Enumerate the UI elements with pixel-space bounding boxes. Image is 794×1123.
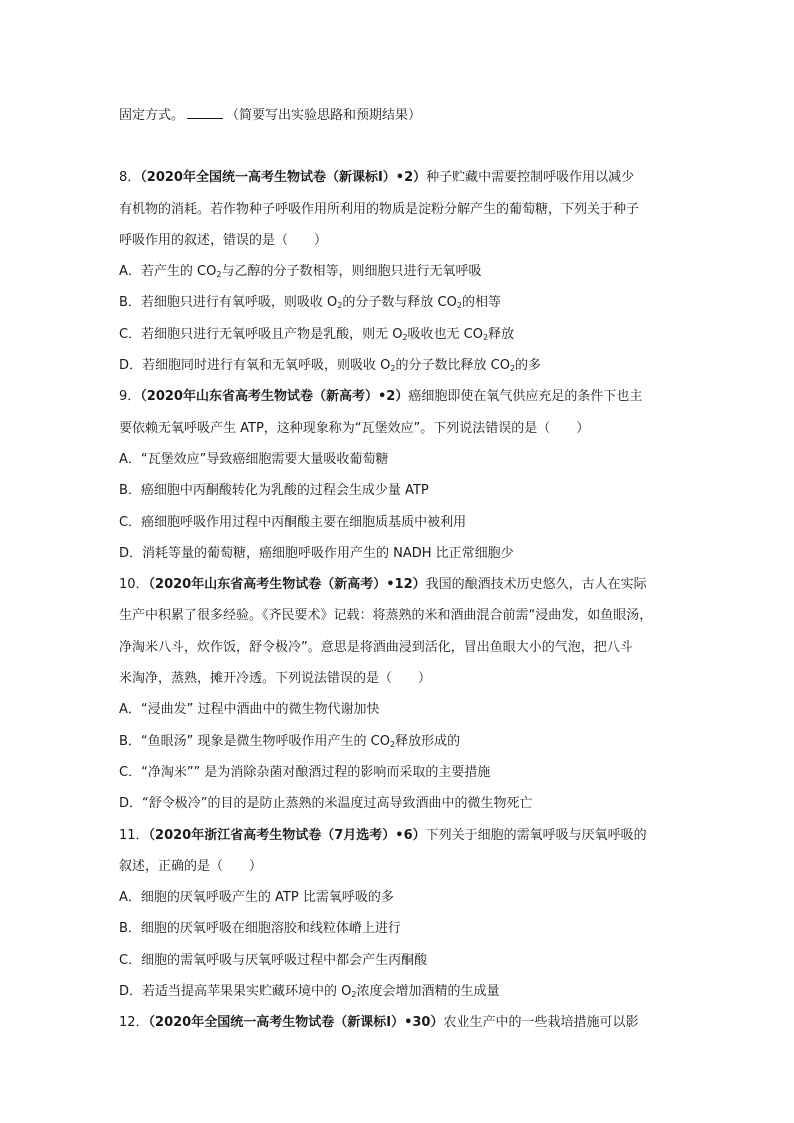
- question-number: 8．: [119, 170, 141, 186]
- option-label: C．: [119, 514, 142, 530]
- subscript: 2: [389, 739, 396, 749]
- answer-option: [119, 287, 679, 318]
- option-label: B．: [119, 295, 141, 311]
- question-stem-text: 呼吸作用的叙述，错误的是（ ）: [119, 232, 328, 248]
- option-label: D．: [119, 358, 143, 374]
- answer-option: [119, 726, 679, 757]
- question-source: （2020年山东省高考生物试卷（新高考）•12）: [148, 577, 426, 593]
- intro-line: [119, 100, 679, 131]
- option-text: 癌细胞呼吸作用过程中丙酮酸主要在细胞质基质中被利用: [141, 514, 467, 530]
- answer-blank: [187, 106, 223, 119]
- option-text: “舒令极冷”的目的是防止蒸熟的米温度过高导致酒曲中的微生物死亡: [142, 796, 533, 812]
- question-block: [119, 569, 679, 819]
- subscript: 2: [456, 301, 462, 311]
- option-text: “净淘米”” 是为消除杂菌对酿酒过程的影响而采取的主要措施: [141, 764, 491, 780]
- question-stem-line: [119, 600, 679, 631]
- question-block: [119, 162, 679, 381]
- option-text: “浸曲发” 过程中酒曲中的微生物代谢加快: [140, 702, 380, 718]
- answer-option: [119, 913, 679, 944]
- option-text: 的相等: [461, 295, 501, 311]
- option-text: 若细胞只进行有氧呼吸，则吸收 O: [140, 295, 338, 311]
- answer-option: [119, 319, 679, 350]
- answer-option: [119, 694, 679, 725]
- option-label: D．: [119, 545, 143, 561]
- question-stem-line: [119, 194, 679, 225]
- answer-option: [119, 350, 679, 381]
- subscript: 2: [216, 270, 222, 280]
- option-text: 的分子数与释放 CO: [342, 295, 457, 311]
- spacer: [119, 131, 679, 162]
- option-label: A．: [119, 451, 141, 467]
- option-text: 细胞的厌氧呼吸在细胞溶胶和线粒体嵴上进行: [140, 921, 401, 937]
- answer-option: [119, 788, 679, 819]
- question-stem-text: 净淘米八斗，炊作饭，舒令极冷”。意思是将酒曲浸到活化，冒出鱼眼大小的气泡，把八斗: [119, 639, 633, 655]
- option-label: C．: [119, 326, 142, 342]
- option-text: 若细胞只进行无氧呼吸且产物是乳酸，则无 O: [141, 326, 403, 342]
- option-label: C．: [119, 952, 142, 968]
- option-label: A．: [119, 702, 141, 718]
- question-block: [119, 1007, 679, 1038]
- option-label: B．: [119, 921, 141, 937]
- question-stem-first-line: [119, 162, 679, 193]
- answer-option: [119, 976, 679, 1007]
- subscript: 2: [483, 332, 489, 342]
- question-stem-text: 下列关于细胞的需氧呼吸与厌氧呼吸的: [425, 827, 647, 843]
- question-stem-first-line: [119, 820, 679, 851]
- option-text: 若适当提高苹果果实贮藏环境中的 O: [142, 984, 352, 1000]
- question-source: （2020年全国统一高考生物试卷（新课标Ⅰ）•30）: [148, 1015, 444, 1031]
- question-stem-text: 我国的酿酒技术历史悠久，古人在实际: [425, 577, 647, 593]
- answer-option: [119, 444, 679, 475]
- question-stem-text: 米淘净，蒸熟，摊开冷透。下列说法错误的是（ ）: [119, 671, 432, 687]
- intro-hint: （简要写出实验思路和预期结果）: [226, 108, 422, 123]
- answer-option: [119, 882, 679, 913]
- option-text: 的多: [515, 358, 542, 374]
- question-number: 12．: [119, 1015, 149, 1031]
- question-stem-first-line: [119, 1007, 679, 1038]
- question-stem-first-line: [119, 381, 679, 412]
- question-number: 11．: [119, 827, 149, 843]
- subscript: 2: [402, 332, 408, 342]
- answer-option: [119, 945, 679, 976]
- subscript: 2: [509, 364, 516, 374]
- question-stem-line: [119, 225, 679, 256]
- answer-option: [119, 538, 679, 569]
- option-text: 细胞的厌氧呼吸产生的 ATP 比需氧呼吸的多: [140, 890, 394, 906]
- document-content: [119, 100, 679, 1039]
- option-label: A．: [119, 264, 141, 280]
- answer-option: [119, 507, 679, 538]
- option-label: B．: [119, 733, 141, 749]
- question-stem-line: [119, 413, 679, 444]
- option-text: 释放: [488, 326, 515, 342]
- option-text: “鱼眼汤” 现象是微生物呼吸作用产生的 CO: [140, 733, 390, 749]
- option-label: B．: [119, 483, 141, 499]
- question-stem-text: 农业生产中的一些栽培措施可以影: [443, 1015, 639, 1031]
- question-stem-text: 癌细胞即使在氧气供应充足的条件下也主: [408, 389, 643, 405]
- question-list: [119, 162, 679, 1038]
- question-stem-line: [119, 663, 679, 694]
- option-text: 细胞的需氧呼吸与厌氧呼吸过程中都会产生丙酮酸: [141, 952, 428, 968]
- option-text: 浓度会增加酒精的生成量: [356, 984, 500, 1000]
- subscript: 2: [390, 364, 396, 374]
- subscript: 2: [351, 990, 357, 1000]
- intro-text: 固定方式。: [119, 108, 185, 123]
- option-text: 消耗等量的葡萄糖，癌细胞呼吸作用产生的 NADH 比正常细胞少: [142, 545, 514, 561]
- question-stem-text: 种子贮藏中需要控制呼吸作用以减少: [426, 170, 635, 186]
- option-text: 的分子数比释放 CO: [395, 358, 510, 374]
- subscript: 2: [337, 301, 343, 311]
- question-number: 9．: [119, 389, 141, 405]
- question-source: （2020年全国统一高考生物试卷（新课标Ⅰ）•2）: [140, 170, 427, 186]
- question-stem-text: 有机物的消耗。若作物种子呼吸作用所利用的物质是淀粉分解产生的葡萄糖，下列关于种子: [119, 201, 640, 217]
- option-label: A．: [119, 890, 141, 906]
- answer-option: [119, 256, 679, 287]
- question-block: [119, 820, 679, 1008]
- option-text: 释放形成的: [395, 733, 461, 749]
- option-label: D．: [119, 984, 143, 1000]
- option-text: 与乙醇的分子数相等，则细胞只进行无氧呼吸: [221, 264, 482, 280]
- option-label: C．: [119, 764, 142, 780]
- question-block: [119, 381, 679, 569]
- question-stem-line: [119, 632, 679, 663]
- option-text: 癌细胞中丙酮酸转化为乳酸的过程会生成少量 ATP: [140, 483, 429, 499]
- option-text: 吸收也无 CO: [407, 326, 483, 342]
- option-text: 若产生的 CO: [140, 264, 217, 280]
- question-source: （2020年浙江省高考生物试卷（7月选考）•6）: [148, 827, 426, 843]
- option-text: 若细胞同时进行有氧和无氧呼吸，则吸收 O: [142, 358, 391, 374]
- question-number: 10．: [119, 577, 149, 593]
- option-label: D．: [119, 796, 143, 812]
- answer-option: [119, 757, 679, 788]
- question-stem-text: 要依赖无氧呼吸产生 ATP，这种现象称为“瓦堡效应”。下列说法错误的是（ ）: [119, 420, 590, 436]
- option-text: “瓦堡效应”导致癌细胞需要大量吸收葡萄糖: [140, 451, 389, 467]
- answer-option: [119, 475, 679, 506]
- question-stem-text: 生产中积累了很多经验。《齐民要术》记载：将蒸熟的米和酒曲混合前需“浸曲发，如鱼眼汤，: [119, 608, 653, 624]
- question-stem-first-line: [119, 569, 679, 600]
- question-source: （2020年山东省高考生物试卷（新高考）•2）: [140, 389, 409, 405]
- question-stem-line: [119, 851, 679, 882]
- question-stem-text: 叙述，正确的是（ ）: [119, 858, 263, 874]
